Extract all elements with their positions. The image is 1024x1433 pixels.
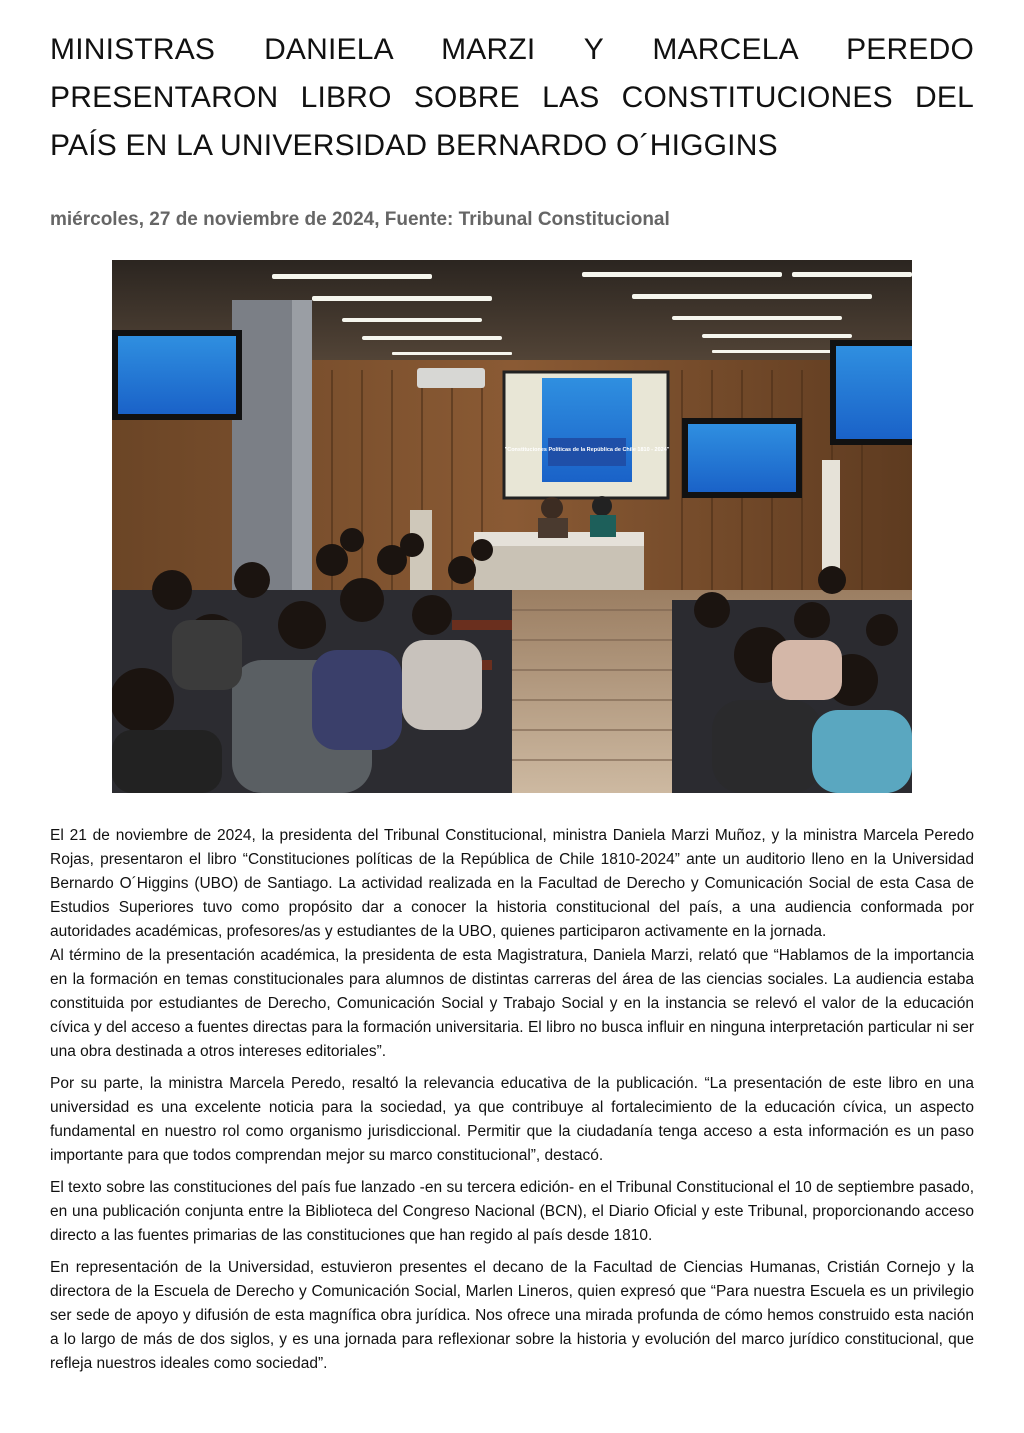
paragraph-4: El texto sobre las constituciones del país fue lanzado -en su tercera edición- en el Tribunal Constitucional el 10 de septiembre pasado, en una publicación conjunta entre la Biblioteca del Congreso Nacional (BCN), el Diario Oficial y este Tribunal, proporcionando acceso directo a las fuentes primarias de las constituciones que han regido al país desde 1810. — [50, 1179, 974, 1244]
paragraph-1: El 21 de noviembre de 2024, la presidenta del Tribunal Constitucional, ministra Daniela Marzi Muñoz, y la ministra Marcela Peredo Rojas, presentaron el libro “Constituciones políticas de la República de Chile 1810-2024” ante un auditorio lleno en la Universidad Bernardo O´Higgins (UBO) de Santiago. La actividad realizada en la Facultad de Derecho y Comunicación Social de esta Casa de Estudios Superiores tuvo como propósito dar a conocer la historia constitucional del país, a una audiencia conformada por autoridades académicas, profesores/as y estudiantes de la UBO, quienes participaron activamente en la jornada. — [50, 827, 974, 940]
paragraph-3: Por su parte, la ministra Marcela Peredo, resaltó la relevancia educativa de la publicación. “La presentación de este libro en una universidad es una excelente noticia para la sociedad, ya que contribuye al fortalecimiento de la educación cívica, un aspecto fundamental en nuestro rol como organismo jurisdiccional. Permitir que la ciudadanía tenga acceso a esta información es un paso importante para que todos comprendan mejor su marco constitucional”, destacó. — [50, 1075, 974, 1164]
article-title: MINISTRAS DANIELA MARZI Y MARCELA PEREDO PRESENTARON LIBRO SOBRE LAS CONSTITUCIONES DEL PAÍS EN LA UNIVERSIDAD BERNARDO O´HIGGINS — [50, 33, 974, 162]
article-photo — [112, 260, 912, 793]
auditorium-photo — [112, 260, 912, 793]
paragraph-2: Al término de la presentación académica, la presidenta de esta Magistratura, Daniela Marzi, relató que “Hablamos de la importancia en la formación en temas constitucionales para alumnos de distintas carreras del área de las ciencias sociales. La audiencia estaba constituida por estudiantes de Derecho, Comunicación Social y Trabajo Social y en la instancia se relevó el valor de la educación cívica y del acceso a fuentes directas para la formación universitaria. El libro no busca influir en ninguna interpretación particular ni ser una obra destinada a otros intereses editoriales”. — [50, 947, 974, 1060]
screen-text: "Constituciones Políticas de la República de Chile 1810 - 2024" — [504, 447, 670, 453]
paragraph-5: En representación de la Universidad, estuvieron presentes el decano de la Facultad de Ciencias Humanas, Cristián Cornejo y la directora de la Escuela de Derecho y Comunicación Social, Marlen Lineros, quien expresó que “Para nuestra Escuela es un privilegio ser sede de apoyo y difusión de esta magnífica obra jurídica. Nos ofrece una mirada profunda de cómo hemos construido esta nación a lo largo de más de dos siglos, y es una jornada para reflexionar sobre la historia y evolución del marco jurídico constitucional, que refleja nuestros ideales como sociedad”. — [50, 1259, 974, 1372]
article-meta: miércoles, 27 de noviembre de 2024, Fuente: Tribunal Constitucional — [50, 209, 670, 230]
article-body — [50, 824, 974, 1376]
article — [50, 0, 974, 1372]
